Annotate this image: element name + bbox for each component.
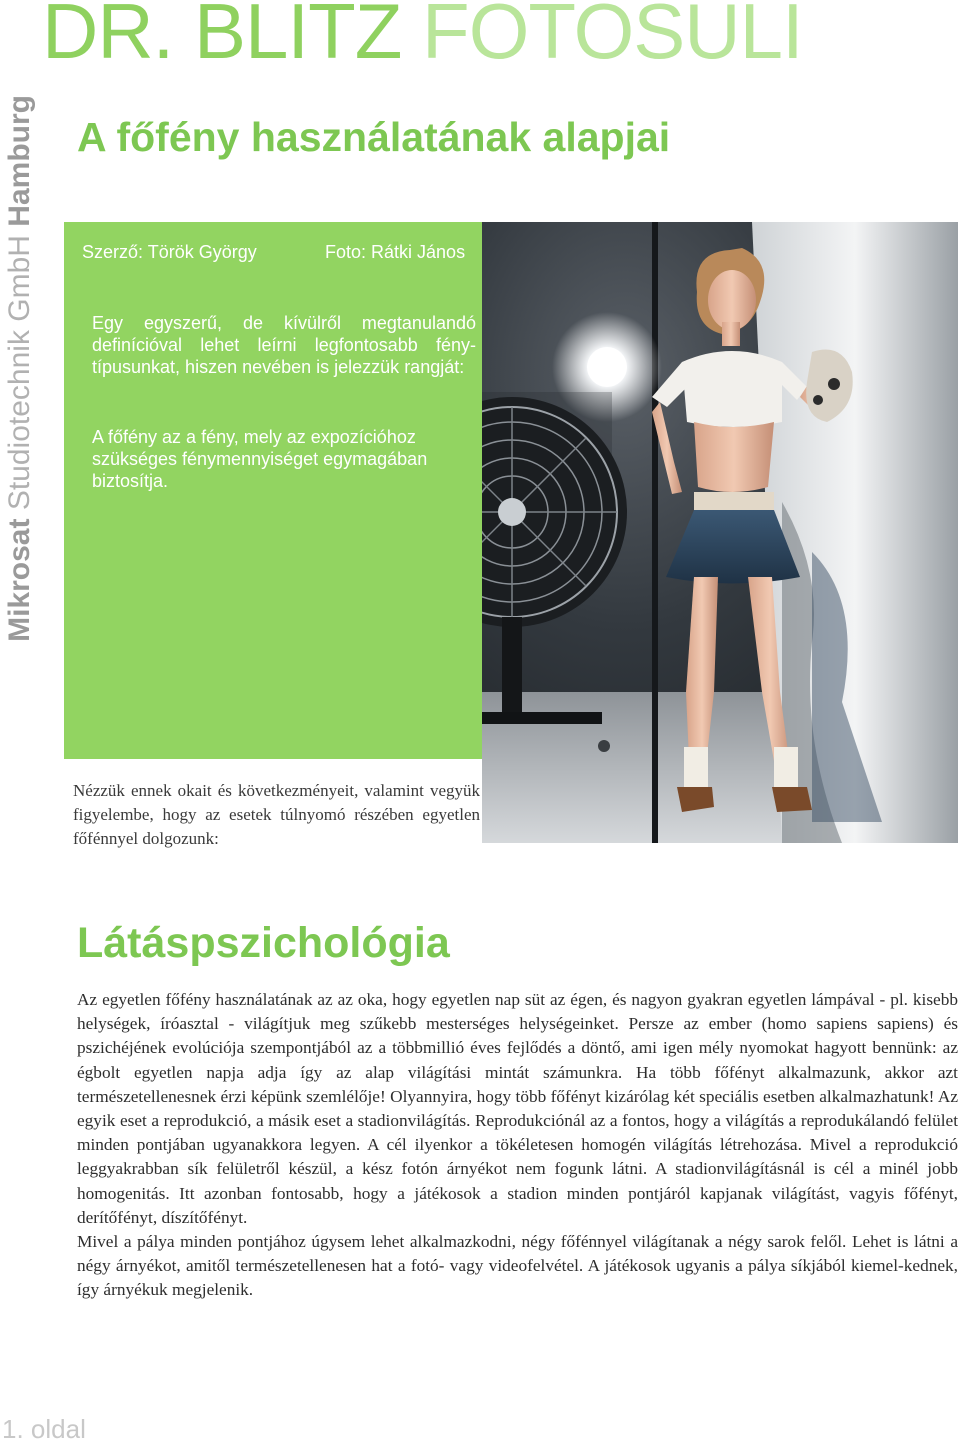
magazine-title-bold: DR. BLITZ: [42, 0, 402, 75]
lead-paragraph: Egy egyszerű, de kívülről megtanulandó definícióval lehet leírni legfontosabb fénytípusunkat, hiszen nevében is jelezzük rangját:: [92, 313, 476, 377]
magazine-title-light: FOTOSULI: [422, 0, 803, 75]
photo-credit: Foto: Rátki János: [325, 242, 466, 262]
intro-paragraph: Nézzük ennek okait és következményeit, valamint vegyük figyelembe, hogy az esetek túlnyomó részében egyetlen főfénnyel dolgozunk:: [73, 781, 480, 848]
definition-paragraph: A főfény az a fény, mely az expozícióhoz szükséges fénymennyiséget egymagában biztosítja.: [92, 427, 428, 491]
publisher-bold: Mikrosat: [3, 518, 36, 642]
sidebar-publisher: [0, 95, 40, 700]
studio-photo-illustration: [482, 222, 958, 843]
section-heading: Látáspszichológia: [77, 919, 450, 967]
publisher-label: [0, 95, 40, 700]
publisher-light: Studiotechnik GmbH: [3, 235, 36, 511]
publisher-city: Hamburg: [3, 95, 36, 227]
body-paragraph-2: Mivel a pálya minden pontjához úgysem lehet alkalmazkodni, négy főfénnyel világítanak a négy sarok felől. Lehet is látni a négy árnyékot, amitől természetellenesen hat a fotó- vagy videofelvétel. A játékosok ugyanis a pálya síkjából kiemel-kednek, így árnyékuk megjelenik.: [77, 1232, 958, 1300]
magazine-title: [42, 0, 803, 76]
page-number: 1. oldal: [2, 1414, 86, 1444]
credits: [82, 242, 466, 263]
author-credit: Szerző: Török György: [82, 242, 257, 262]
body-paragraph-1: Az egyetlen főfény használatának az az oka, hogy egyetlen nap süt az égen, és nagyon gyakran egyetlen lámpával - pl. kisebb helységek, íróasztal - világítjuk meg szűkebb mesterséges helységeinket. Persze az ember (homo sapiens sapiens) és pszichéjének evolúciója szempontjából az a többmillió éves fejlődés a döntő, ami igen mély nyomokat hagyott bennünk: az égbolt egyetlen napja adja így az alap világítási mintát számunkra. Ha több főfényt alkalmazunk, akkor azt természetellenesnek érzi képünk szemlélője! Olyannyira, hogy több főfényt kizárólag két speciális esetben alkalmazhatunk! Az egyik eset a reprodukció, a másik eset a stadionvilágítás. Reprodukciónál az a fontos, hogy a világítás a reprodukálandó felület minden pontjában ugyanakkora legyen. A cél ilyenkor a tökéletesen homogén világítás létrehozása. Mivel a reprodukció leggyakrabban sík felületről készül, a kész fotón árnyékot nem fogunk látni. A stadionvilágításnál is cél a minél jobb homogenitás. Itt azonban fontosabb, hogy a játékosok a stadion minden pontjáról kapjanak világítást, vagyis főfényt, derítőfényt, díszítőfényt.: [77, 990, 958, 1227]
studio-photo: [482, 222, 958, 843]
section-body: [77, 988, 958, 1303]
article-title: A főfény használatának alapjai: [77, 114, 671, 160]
